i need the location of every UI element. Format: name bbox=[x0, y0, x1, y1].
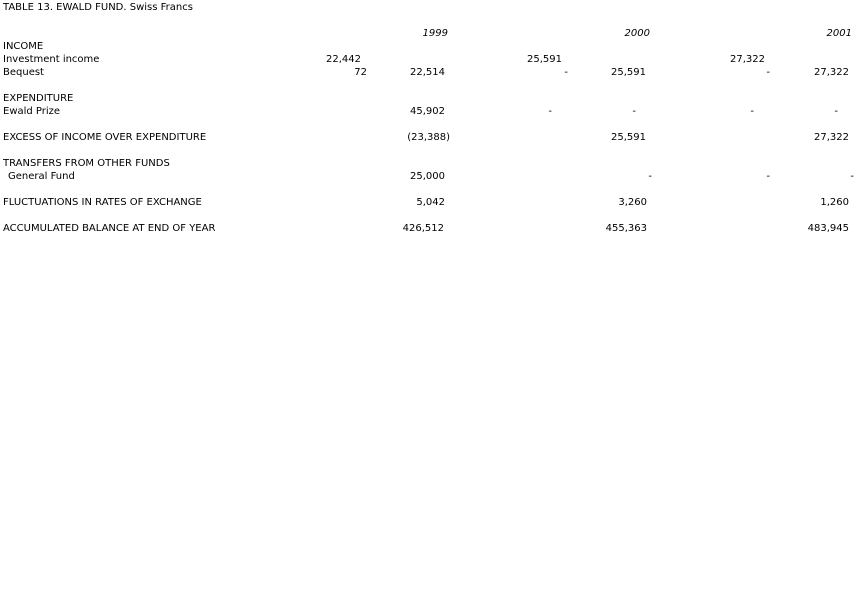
ewald-prize-2001: - bbox=[834, 106, 838, 117]
income-total-2000: 25,591 bbox=[611, 67, 646, 78]
ewald-prize-2000-sub: - bbox=[548, 106, 552, 117]
year-header-2000: 2000 bbox=[624, 28, 650, 39]
ewald-prize-2000: - bbox=[632, 106, 636, 117]
transfers-heading: TRANSFERS FROM OTHER FUNDS bbox=[3, 158, 170, 169]
excess-1999: (23,388) bbox=[407, 132, 450, 143]
table-title: TABLE 13. EWALD FUND. Swiss Francs bbox=[3, 2, 193, 13]
fluctuations-2000: 3,260 bbox=[618, 197, 647, 208]
fluctuations-1999: 5,042 bbox=[416, 197, 445, 208]
general-fund-2001-sub: - bbox=[766, 171, 770, 182]
ewald-prize-label: Ewald Prize bbox=[3, 106, 61, 117]
general-fund-2000: - bbox=[648, 171, 652, 182]
investment-income-2001: 27,322 bbox=[730, 54, 765, 65]
excess-label: EXCESS OF INCOME OVER EXPENDITURE bbox=[3, 132, 207, 143]
bequest-2000: - bbox=[564, 67, 568, 78]
balance-2001: 483,945 bbox=[807, 223, 849, 234]
investment-income-label: Investment income bbox=[3, 54, 100, 65]
bequest-1999: 72 bbox=[354, 67, 367, 78]
balance-2000: 455,363 bbox=[605, 223, 647, 234]
fluctuations-2001: 1,260 bbox=[820, 197, 849, 208]
general-fund-1999: 25,000 bbox=[410, 171, 445, 182]
excess-2000: 25,591 bbox=[611, 132, 646, 143]
ewald-prize-1999: 45,902 bbox=[410, 106, 445, 117]
bequest-label: Bequest bbox=[3, 67, 44, 78]
balance-1999: 426,512 bbox=[402, 223, 444, 234]
year-header-1999: 1999 bbox=[422, 28, 448, 39]
general-fund-label: General Fund bbox=[8, 171, 75, 182]
year-header-2001: 2001 bbox=[826, 28, 852, 39]
ewald-prize-2001-sub: - bbox=[750, 106, 754, 117]
income-heading: INCOME bbox=[3, 41, 44, 52]
bequest-2001: - bbox=[766, 67, 770, 78]
investment-income-1999: 22,442 bbox=[326, 54, 361, 65]
fluctuations-label: FLUCTUATIONS IN RATES OF EXCHANGE bbox=[3, 197, 202, 208]
balance-label: ACCUMULATED BALANCE AT END OF YEAR bbox=[3, 223, 216, 234]
general-fund-2001: - bbox=[850, 171, 854, 182]
investment-income-2000: 25,591 bbox=[527, 54, 562, 65]
expenditure-heading: EXPENDITURE bbox=[3, 93, 74, 104]
excess-2001: 27,322 bbox=[814, 132, 849, 143]
income-total-2001: 27,322 bbox=[814, 67, 849, 78]
income-total-1999: 22,514 bbox=[410, 67, 445, 78]
